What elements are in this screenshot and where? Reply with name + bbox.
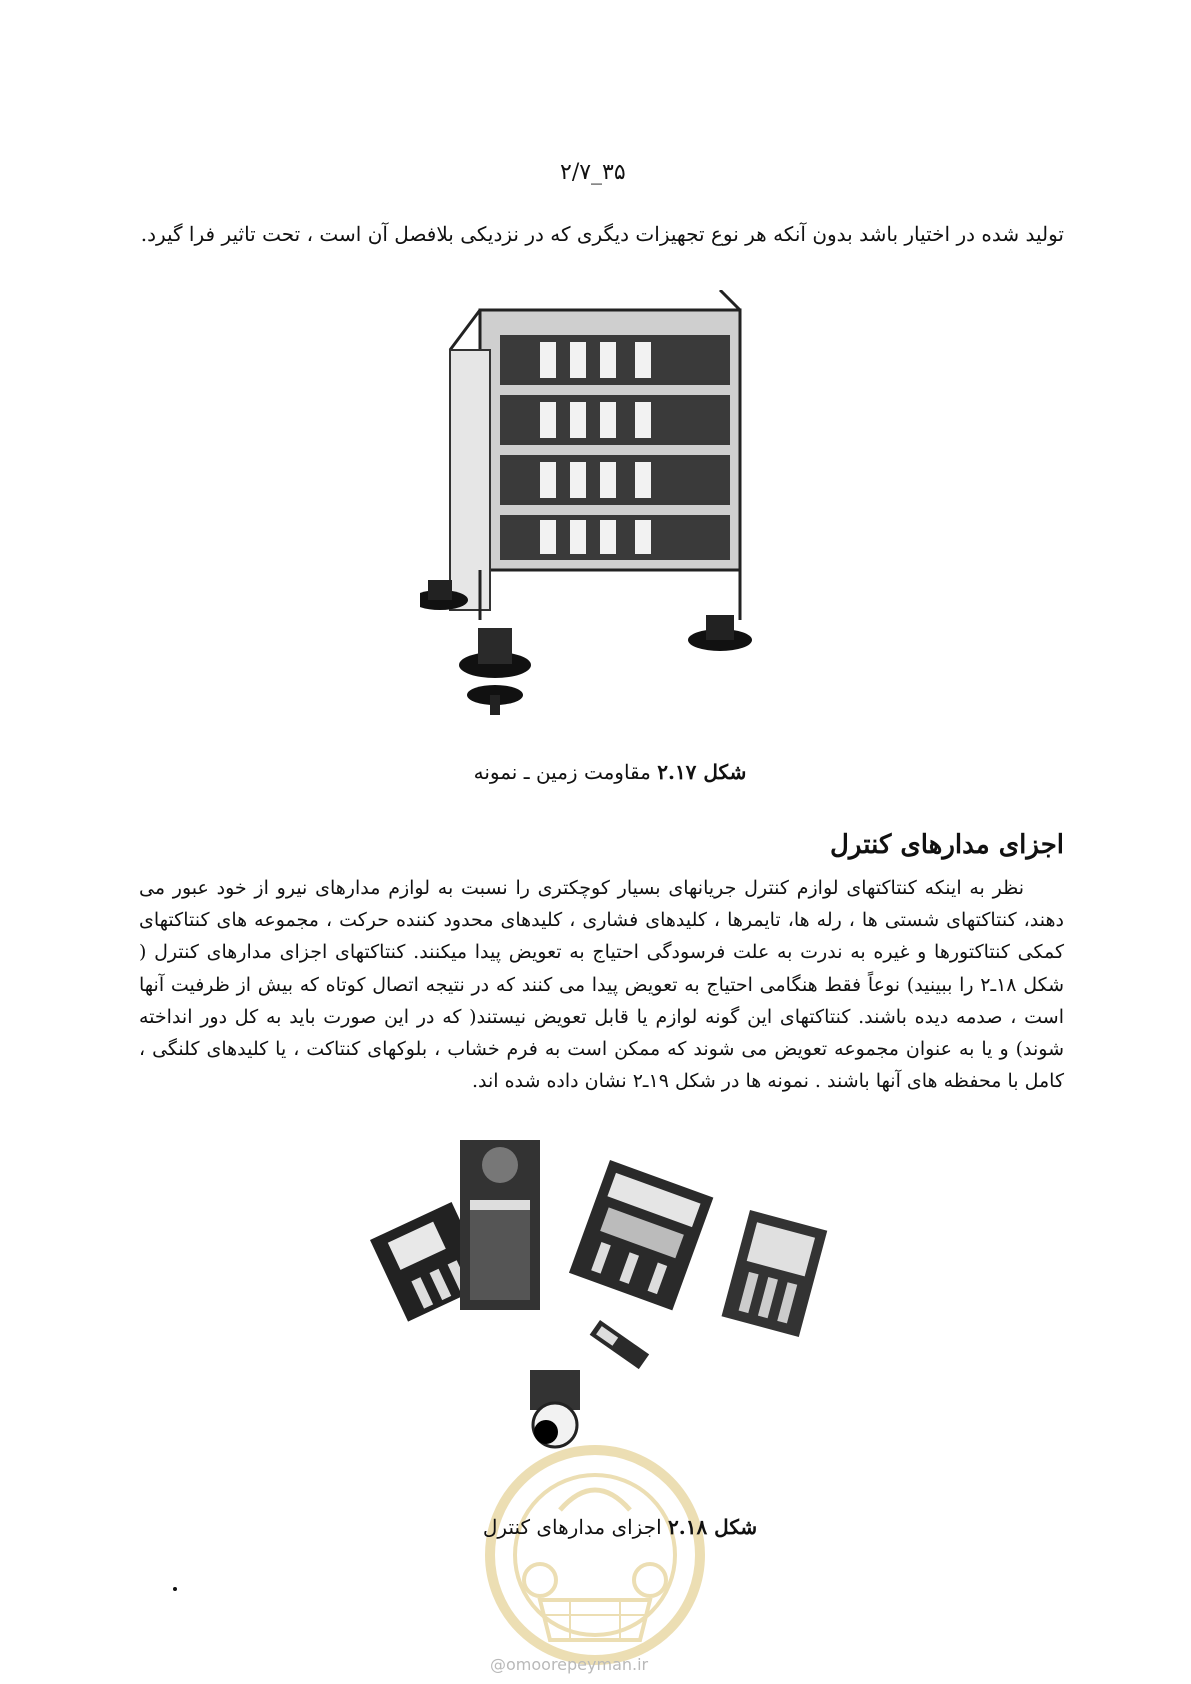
figure-caption-label: شکل ۲.۱۷ bbox=[657, 760, 747, 784]
figure-caption-text: اجزای مدارهای کنترل bbox=[482, 1515, 668, 1539]
stray-dot bbox=[173, 1587, 177, 1591]
publisher-seal-watermark bbox=[480, 1440, 710, 1670]
body-paragraph: نظر به اینکه کنتاکتهای لوازم کنترل جریانهای بسیار کوچکتری را نسبت به لوازم مدارهای نیرو از خود عبور می دهند، کنتاکتهای شستی ها ، رله ها، تایمرها ، کلیدهای فشاری ، کلیدهای محدود کننده حرکت ، مجموعه های کنتاکتهای کمکی کنتاکتورها و غیره به ندرت به علت فرسودگی احتیاج به تعویض پیدا میکنند. کنتاکتهای اجزای مدارهای کنترل ( شکل ۱۸ـ۲ را ببینید) نوعاً فقط هنگامی احتیاج به تعویض پیدا می کنند که در نتیجه اتصال کوتاه که بیش از ظرفیت آنها است ، صدمه دیده باشند. کنتاکتهای این گونه لوازم یا قابل تعویض نیستند( که در این صورت باید به کل دور انداخته شوند) و یا به عنوان مجموعه تعویض می شوند که ممکن است به فرم خشاب ، بلوکهای کنتاکت ، یا کلیدهای کلنگی ، کامل با محفظه های آنها باشند . نمونه ها در شکل ۱۹ـ۲ نشان داده شده اند. bbox=[139, 877, 1064, 1093]
page-number: ۳۵_۲/۷ bbox=[560, 160, 626, 185]
figure-caption-text: مقاومت زمین ـ نمونه bbox=[473, 760, 658, 784]
grounding-resistor-figure bbox=[420, 290, 800, 730]
figure-caption-2-18 bbox=[440, 1515, 800, 1539]
figure-caption-2-17 bbox=[420, 760, 800, 784]
section-title: اجزای مدارهای کنترل bbox=[830, 830, 1064, 860]
watermark-site-url: @omoorepeyman.ir bbox=[490, 1655, 649, 1674]
control-components-figure bbox=[350, 1140, 890, 1450]
intro-text-line: تولید شده در اختیار باشد بدون آنکه هر نوع تجهیزات دیگری که در نزدیکی بلافصل آن است ، تحت تاثیر فرا گیرد. bbox=[140, 222, 1064, 246]
figure-caption-label: شکل ۲.۱۸ bbox=[668, 1515, 758, 1539]
